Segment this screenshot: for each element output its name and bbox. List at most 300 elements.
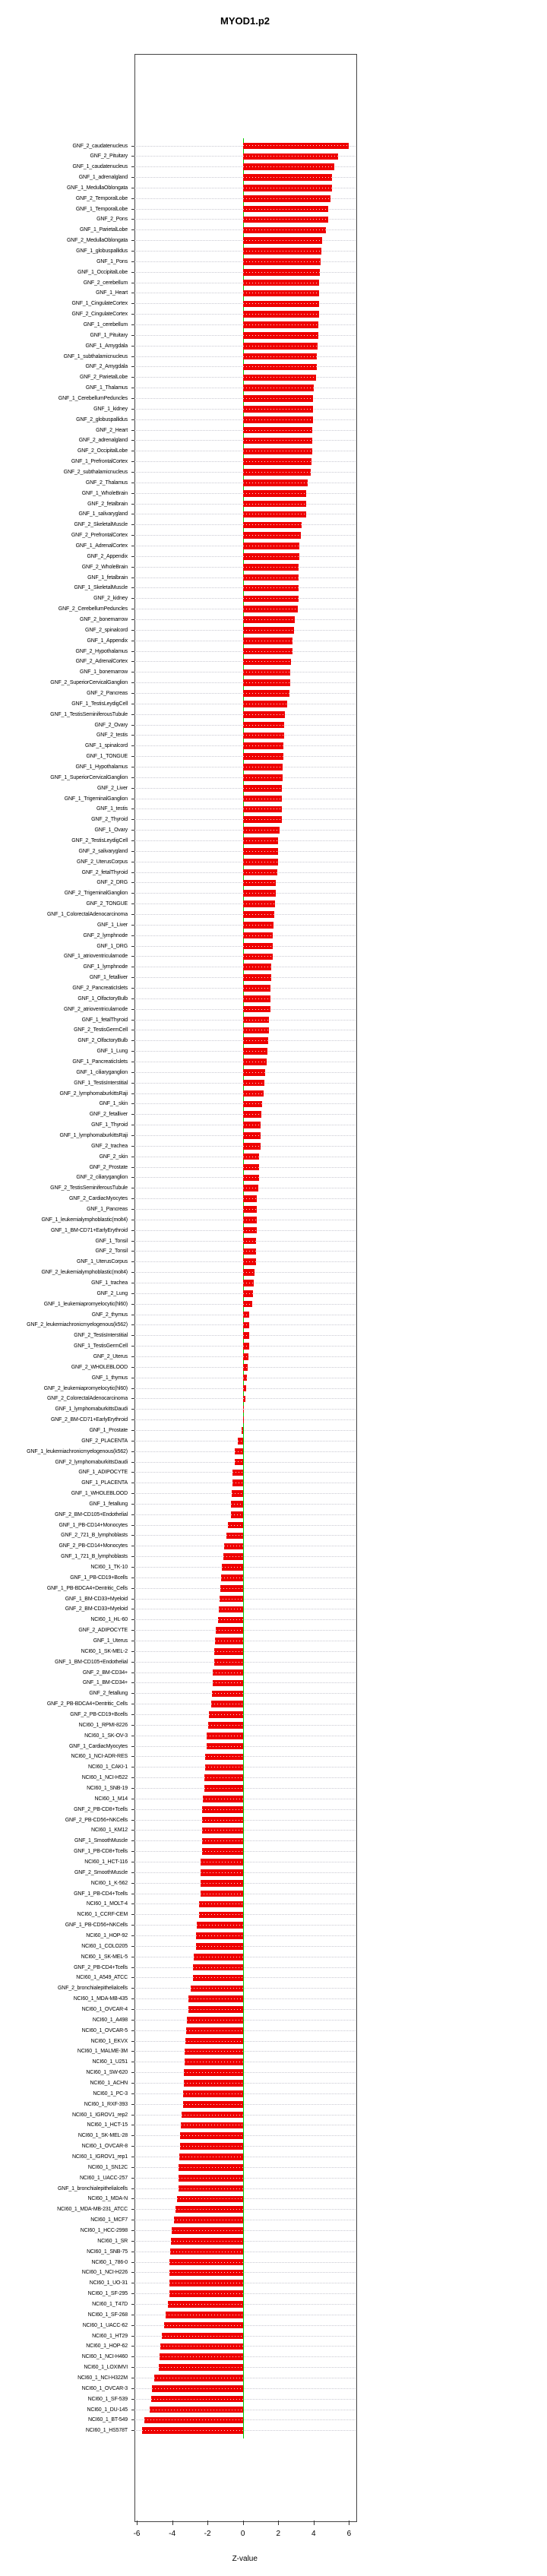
bar xyxy=(243,1048,267,1055)
y-axis-tick xyxy=(131,2198,134,2199)
y-axis-tick xyxy=(131,1230,134,1231)
row-label: GNF_1_trachea xyxy=(91,1280,128,1286)
y-axis-tick xyxy=(131,977,134,978)
y-axis-tick xyxy=(131,2336,134,2337)
gridline xyxy=(134,1588,356,1589)
row-label: GNF_2_Pons xyxy=(96,217,128,223)
bar xyxy=(243,785,282,792)
bar xyxy=(243,806,282,813)
row-label: NCI60_1_DU-145 xyxy=(87,2407,128,2413)
row-label: GNF_1_Uterus xyxy=(93,1638,128,1644)
row-label: GNF_2_WholeBrain xyxy=(81,564,128,570)
row-label: GNF_2_leukemiapromyelocytic(hl60) xyxy=(43,1385,128,1391)
gridline xyxy=(134,2093,356,2094)
y-axis-tick xyxy=(131,2020,134,2021)
bar xyxy=(243,1101,263,1108)
gridline xyxy=(134,1809,356,1810)
row-label: NCI60_1_UACC-62 xyxy=(82,2322,128,2328)
row-label: NCI60_1_K-562 xyxy=(90,1880,128,1886)
row-label: NCI60_1_NCI-H322M xyxy=(77,2375,128,2381)
x-tick-label: 4 xyxy=(311,2530,316,2538)
row-label: GNF_2_Thalamus xyxy=(85,479,128,486)
y-axis-tick xyxy=(131,2272,134,2273)
row-label: NCI60_1_U251 xyxy=(92,2059,128,2065)
row-label: GNF_2_TestisGermCell xyxy=(74,1027,128,1033)
bar xyxy=(232,1479,243,1486)
y-axis-tick xyxy=(131,1682,134,1683)
x-axis-tick xyxy=(278,2521,279,2525)
bar xyxy=(215,1638,242,1644)
row-label: NCI60_1_UACC-257 xyxy=(80,2175,128,2181)
x-axis-tick xyxy=(207,2521,208,2525)
bar xyxy=(187,2017,243,2024)
row-label: GNF_1_bonemarrow xyxy=(80,669,128,676)
gridline xyxy=(134,2104,356,2105)
y-axis-tick xyxy=(131,1261,134,1262)
row-label: GNF_2_TestisLeydigCell xyxy=(71,838,128,843)
row-label: GNF_1_fetallung xyxy=(89,1501,128,1507)
row-label: GNF_1_TestisLeydigCell xyxy=(71,701,128,707)
row-label: GNF_2_fetalbrain xyxy=(87,501,128,507)
bar xyxy=(218,1617,243,1624)
bar xyxy=(243,1122,261,1128)
bar xyxy=(243,1280,254,1286)
y-axis-tick xyxy=(131,1977,134,1978)
row-label: GNF_2_lymphomaburkittsRaji xyxy=(59,1090,128,1097)
row-label: GNF_1_Ovary xyxy=(94,828,128,834)
y-axis-tick xyxy=(131,156,134,157)
y-axis-tick xyxy=(131,366,134,367)
bar xyxy=(243,1238,256,1245)
row-label: NCI60_1_SNB-75 xyxy=(87,2248,128,2255)
bar xyxy=(243,1069,265,1076)
y-axis-tick xyxy=(131,1662,134,1663)
row-label: GNF_1_SmoothMuscle xyxy=(74,1838,128,1844)
row-label: GNF_1_ColorectalAdenocarcinoma xyxy=(47,911,128,917)
row-label: NCI60_1_MCF7 xyxy=(90,2217,128,2223)
y-axis-tick xyxy=(131,1356,134,1357)
row-label: NCI60_1_MDA-MB-231_ATCC xyxy=(57,2207,128,2213)
row-label: GNF_2_Tonsil xyxy=(95,1248,128,1255)
row-label: NCI60_1_SK-MEL-5 xyxy=(81,1954,128,1960)
bar xyxy=(243,964,271,970)
bar xyxy=(203,1796,243,1802)
y-axis-tick xyxy=(131,1209,134,1210)
row-label: GNF_1_BM-CD71+EarlyErythroid xyxy=(50,1227,128,1233)
bar xyxy=(221,1574,243,1581)
gridline xyxy=(134,1840,356,1841)
gridline xyxy=(134,2262,356,2263)
row-label: GNF_2_thymus xyxy=(91,1312,128,1318)
bar xyxy=(243,185,332,191)
row-label: NCI60_1_SK-OV-3 xyxy=(84,1733,128,1739)
row-label: NCI60_1_HOP-62 xyxy=(86,2343,128,2350)
gridline xyxy=(134,2209,356,2210)
bar xyxy=(212,1691,242,1698)
bar xyxy=(243,1090,264,1097)
bar xyxy=(162,2333,243,2340)
row-label: NCI60_1_CCRF-CEM xyxy=(77,1912,128,1918)
row-label: GNF_1_DRG xyxy=(96,943,128,949)
bar xyxy=(151,2396,243,2403)
row-label: GNF_2_Liver xyxy=(97,785,128,791)
x-axis-tick xyxy=(314,2521,315,2525)
row-label: GNF_1_WHOLEBLOOD xyxy=(71,1491,128,1497)
row-label: GNF_1_Lung xyxy=(96,1049,128,1055)
y-axis-tick xyxy=(131,1451,134,1452)
y-axis-tick xyxy=(131,872,134,873)
y-axis-tick xyxy=(131,146,134,147)
y-axis-tick xyxy=(131,335,134,336)
y-axis-tick xyxy=(131,2135,134,2136)
row-label: GNF_2_ADIPOCYTE xyxy=(78,1628,128,1634)
gridline xyxy=(134,2072,356,2073)
row-label: NCI60_1_SK-MEL-28 xyxy=(77,2133,128,2139)
bar xyxy=(243,985,271,992)
row-label: GNF_1_SuperiorCervicalGanglion xyxy=(50,774,128,780)
gridline xyxy=(134,1630,356,1631)
row-label: GNF_1_leukemiapromyelocytic(hl60) xyxy=(43,1301,128,1307)
gridline xyxy=(134,2041,356,2042)
bar xyxy=(243,522,302,529)
gridline xyxy=(134,1977,356,1978)
gridline xyxy=(134,1682,356,1683)
bar xyxy=(243,311,319,318)
y-axis-tick xyxy=(131,1830,134,1831)
row-label: GNF_1_TestisGermCell xyxy=(74,1343,128,1350)
row-label: GNF_1_WholeBrain xyxy=(81,490,128,496)
bar xyxy=(171,2238,243,2245)
bar xyxy=(201,1859,243,1866)
bar xyxy=(243,869,277,876)
bar xyxy=(196,1932,242,1939)
row-label: GNF_1_salivarygland xyxy=(78,511,128,517)
bar xyxy=(243,143,349,150)
y-axis-tick xyxy=(131,587,134,588)
gridline xyxy=(134,1504,356,1505)
gridline xyxy=(134,1714,356,1715)
row-label: GNF_2_WHOLEBLOOD xyxy=(71,1364,128,1370)
row-label: GNF_1_PB-CD56+NKCells xyxy=(65,1923,128,1929)
row-label: GNF_1_PrefrontalCortex xyxy=(71,459,128,465)
bar xyxy=(193,1975,243,1982)
y-axis-tick xyxy=(131,1599,134,1600)
gridline xyxy=(134,1925,356,1926)
y-axis-tick xyxy=(131,1567,134,1568)
bar xyxy=(243,427,313,434)
y-axis-tick xyxy=(131,1725,134,1726)
bar xyxy=(243,890,276,897)
x-axis-tick xyxy=(172,2521,173,2525)
y-axis-tick xyxy=(131,2388,134,2389)
gridline xyxy=(134,1472,356,1473)
gridline xyxy=(134,1935,356,1936)
row-label: GNF_2_TemporalLobe xyxy=(75,195,128,201)
y-axis-tick xyxy=(131,1820,134,1821)
row-label: GNF_2_TestisSeminiferousTubule xyxy=(50,1185,128,1191)
row-label: GNF_2_subthalamicnucleus xyxy=(63,470,128,476)
bar xyxy=(243,753,283,760)
bar xyxy=(243,638,292,644)
bar xyxy=(179,2175,243,2182)
row-label: GNF_1_Heart xyxy=(96,290,128,296)
row-label: GNF_2_DRG xyxy=(96,880,128,886)
gridline xyxy=(134,2146,356,2147)
bar xyxy=(243,1017,269,1024)
gridline xyxy=(134,1830,356,1831)
row-label: GNF_2_PB-CD4+Tcells xyxy=(74,1964,128,1970)
y-axis-tick xyxy=(131,1020,134,1021)
bar xyxy=(213,1669,242,1676)
bar xyxy=(160,2353,243,2360)
y-axis-tick xyxy=(131,314,134,315)
y-axis-tick xyxy=(131,1293,134,1294)
x-tick-label: 6 xyxy=(346,2530,352,2538)
row-label: GNF_1_OccipitalLobe xyxy=(77,269,128,275)
row-label: NCI60_1_SR xyxy=(97,2238,128,2244)
row-label: GNF_1_Liver xyxy=(97,922,128,928)
row-label: GNF_1_SkeletalMuscle xyxy=(74,585,128,591)
y-axis-tick xyxy=(131,2304,134,2305)
row-label: GNF_2_bonemarrow xyxy=(80,617,128,623)
y-axis-tick xyxy=(131,1398,134,1399)
bar xyxy=(232,1470,242,1476)
bar xyxy=(243,1027,269,1034)
row-label: NCI60_1_M14 xyxy=(94,1796,128,1802)
row-label: NCI60_1_TK-10 xyxy=(90,1565,128,1571)
bar xyxy=(231,1511,243,1518)
bar xyxy=(243,1164,259,1171)
bar xyxy=(228,1522,242,1529)
row-label: NCI60_1_ACHN xyxy=(90,2081,128,2086)
bar xyxy=(243,248,321,255)
bar xyxy=(243,1396,245,1403)
bar xyxy=(172,2227,243,2234)
y-axis-tick xyxy=(131,1040,134,1041)
y-axis-tick xyxy=(131,1114,134,1115)
row-label: NCI60_1_PC-3 xyxy=(93,2090,128,2097)
y-axis-tick xyxy=(131,1146,134,1147)
bar xyxy=(243,406,313,413)
row-label: NCI60_1_SN12C xyxy=(87,2164,128,2170)
bar xyxy=(202,1838,243,1845)
bar xyxy=(243,237,322,244)
gridline xyxy=(134,1988,356,1989)
row-label: GNF_2_ColorectalAdenocarcinoma xyxy=(47,1396,128,1402)
row-label: GNF_1_cerebellum xyxy=(83,322,128,328)
bar xyxy=(159,2364,243,2371)
row-label: GNF_2_lymphnode xyxy=(83,932,128,938)
bar xyxy=(169,2280,243,2286)
y-axis-tick xyxy=(131,303,134,304)
y-axis-tick xyxy=(131,2072,134,2073)
row-label: GNF_2_BM-CD71+EarlyErythroid xyxy=(50,1417,128,1423)
row-label: NCI60_1_NCI-H460 xyxy=(81,2354,128,2360)
bar xyxy=(243,332,318,339)
row-label: NCI60_1_IGROV1_rep1 xyxy=(71,2154,128,2160)
row-label: GNF_1_Thyroid xyxy=(91,1122,128,1128)
row-label: GNF_2_CingulateCortex xyxy=(71,312,128,318)
bar xyxy=(243,1406,244,1413)
bar xyxy=(166,2312,242,2318)
bar xyxy=(243,490,306,497)
y-axis-tick xyxy=(131,377,134,378)
row-label: GNF_1_ciliaryganglion xyxy=(76,1069,128,1075)
y-axis-tick xyxy=(131,229,134,230)
y-axis-tick xyxy=(131,198,134,199)
row-label: GNF_1_TestisInterstitial xyxy=(74,1080,128,1086)
row-label: GNF_1_UterusCorpus xyxy=(77,1259,128,1265)
bar xyxy=(243,511,306,518)
bar xyxy=(164,2322,242,2329)
y-axis-tick xyxy=(131,440,134,441)
gridline xyxy=(134,1409,356,1410)
y-axis-tick xyxy=(131,556,134,557)
row-label: GNF_2_bronchialepithelialcells xyxy=(58,1986,128,1992)
row-label: GNF_2_OccipitalLobe xyxy=(77,448,128,454)
gridline xyxy=(134,1567,356,1568)
y-axis-tick xyxy=(131,419,134,420)
row-label: GNF_1_adrenalgland xyxy=(78,175,128,181)
row-label: GNF_2_SuperiorCervicalGanglion xyxy=(50,680,128,686)
bar xyxy=(243,764,283,771)
bar xyxy=(243,859,278,866)
y-axis-tick xyxy=(131,1588,134,1589)
y-axis-tick xyxy=(131,1367,134,1368)
row-label: GNF_2_TrigeminalGanglion xyxy=(64,891,128,897)
y-axis-tick xyxy=(131,661,134,662)
row-label: NCI60_1_A549_ATCC xyxy=(76,1975,128,1981)
bar xyxy=(226,1533,243,1540)
y-axis-tick xyxy=(131,1967,134,1968)
y-axis-tick xyxy=(131,1051,134,1052)
y-axis-tick xyxy=(131,261,134,262)
row-label: GNF_1_BM-CD34+ xyxy=(82,1680,128,1686)
bar xyxy=(235,1459,242,1466)
bar xyxy=(202,1848,243,1855)
bar xyxy=(224,1543,243,1550)
row-label: GNF_1_thymus xyxy=(91,1375,128,1381)
row-label: GNF_1_PLACENTA xyxy=(81,1480,128,1486)
bar xyxy=(204,1774,242,1781)
gridline xyxy=(134,2115,356,2116)
gridline xyxy=(134,1725,356,1726)
row-label: NCI60_1_MDA-MB-435 xyxy=(73,1996,128,2002)
y-axis-tick xyxy=(131,1714,134,1715)
gridline xyxy=(134,2178,356,2179)
bar xyxy=(243,321,318,328)
bar xyxy=(243,1269,255,1276)
bar xyxy=(243,290,319,297)
y-axis-tick xyxy=(131,619,134,620)
row-label: GNF_1_atrioventricularnode xyxy=(63,954,128,960)
bar xyxy=(235,1448,242,1455)
bar xyxy=(243,1312,250,1318)
row-label: GNF_2_Lung xyxy=(96,1290,128,1296)
bar xyxy=(243,1353,249,1360)
bar xyxy=(202,1817,243,1824)
row-label: NCI60_1_HL-60 xyxy=(90,1617,128,1623)
row-label: GNF_1_fetalThyroid xyxy=(81,1017,128,1023)
y-axis-tick xyxy=(131,324,134,325)
row-label: GNF_2_Prostate xyxy=(89,1164,128,1170)
row-label: GNF_1_PancreaticIslets xyxy=(72,1059,128,1065)
bar xyxy=(220,1585,243,1592)
bar xyxy=(207,1733,242,1739)
y-axis-tick xyxy=(131,567,134,568)
bar xyxy=(223,1553,243,1560)
gridline xyxy=(134,1693,356,1694)
row-label: GNF_1_Pancreas xyxy=(87,1206,128,1212)
y-axis-tick xyxy=(131,2230,134,2231)
bar xyxy=(243,596,299,603)
y-axis-tick xyxy=(131,2367,134,2368)
row-label: GNF_2_PLACENTA xyxy=(81,1438,128,1444)
row-label: GNF_2_PB-CD8+Tcells xyxy=(74,1806,128,1812)
bar xyxy=(205,1764,243,1771)
bar xyxy=(243,206,329,213)
y-axis-tick xyxy=(131,1756,134,1757)
gridline xyxy=(134,1967,356,1968)
row-label: GNF_2_BM-CD34+ xyxy=(82,1669,128,1676)
y-axis-tick xyxy=(131,1346,134,1347)
bar xyxy=(243,375,316,381)
gridline xyxy=(134,2198,356,2199)
row-label: NCI60_1_RPMI-8226 xyxy=(78,1722,128,1728)
bar xyxy=(243,742,284,749)
row-label: GNF_2_PancreaticIslets xyxy=(72,985,128,991)
row-label: NCI60_1_EKVX xyxy=(90,2038,128,2044)
row-label: NCI60_1_BT-549 xyxy=(88,2417,128,2423)
gridline xyxy=(134,2304,356,2305)
y-axis-tick xyxy=(131,2241,134,2242)
row-label: GNF_2_lymphomaburkittsDaudi xyxy=(55,1459,128,1465)
row-label: NCI60_1_RXF-393 xyxy=(84,2101,128,2107)
gridline xyxy=(134,2030,356,2031)
y-axis-tick xyxy=(131,745,134,746)
y-axis-tick xyxy=(131,2262,134,2263)
row-label: GNF_1_CerebellumPeduncles xyxy=(58,396,128,402)
y-axis-tick xyxy=(131,209,134,210)
y-axis-tick xyxy=(131,819,134,820)
y-axis-tick xyxy=(131,598,134,599)
gridline xyxy=(134,2188,356,2189)
y-axis-tick xyxy=(131,524,134,525)
y-axis-tick xyxy=(131,1946,134,1947)
bar xyxy=(243,616,295,623)
y-axis-tick xyxy=(131,1988,134,1989)
x-axis-label: Z-value xyxy=(232,2555,258,2563)
row-label: GNF_1_CingulateCortex xyxy=(71,301,128,307)
row-label: GNF_2_leukemialymphoblastic(molt4) xyxy=(41,1270,128,1276)
bar xyxy=(243,448,312,455)
y-axis-tick xyxy=(131,830,134,831)
gridline xyxy=(134,2293,356,2294)
row-label: NCI60_1_OVCAR-8 xyxy=(81,2144,128,2150)
row-label: GNF_1_PB-CD8+Tcells xyxy=(74,1849,128,1855)
row-label: GNF_1_ADIPOCYTE xyxy=(78,1470,128,1476)
bar xyxy=(142,2427,242,2434)
gridline xyxy=(134,1556,356,1557)
row-label: GNF_1_Amygdala xyxy=(85,343,128,349)
row-label: GNF_2_CerebellumPeduncles xyxy=(58,606,128,612)
row-label: GNF_1_PB-CD19+Bcells xyxy=(70,1574,128,1581)
row-label: NCI60_1_UO-31 xyxy=(89,2280,128,2286)
gridline xyxy=(134,1619,356,1620)
bar xyxy=(243,1037,268,1044)
row-label: NCI60_1_COLO205 xyxy=(81,1943,128,1949)
row-label: GNF_2_leukemiachronicmyelogenous(k562) xyxy=(27,1322,128,1328)
